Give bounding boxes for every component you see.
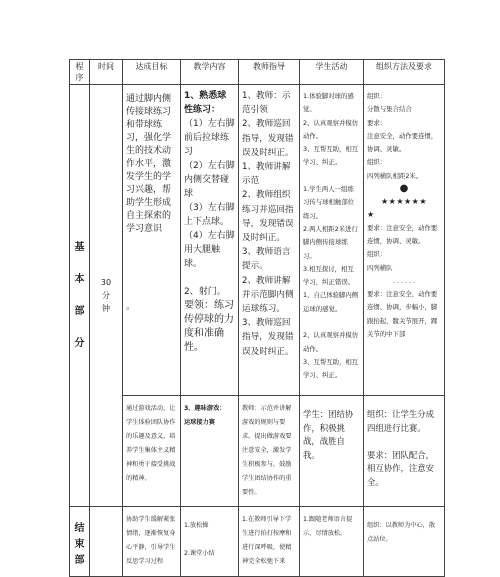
teacher-end: 1.在教师引导下学生进行拍打按摩和进行深呼吸，使精神完全松弛下来 [239, 507, 300, 577]
student-basic: 1.体验脚对球的感觉。 2、认真观察并模仿动作。 3、互帮互助，相互学习、纠正。 1.学生两人一组练习传与球相触部位练习。 2.两人相距2米进行脚内侧传接球练习。 3.相互探讨，相互学习，纠正错误。 1、自己体验脚内侧运球的感觉。 2、认真观察并模仿动作。 3、互帮互助，相互学习、纠正。 [300, 85, 364, 396]
header-cell: 程序 [70, 60, 90, 85]
time-end [90, 507, 123, 577]
content-game: 3、趣味游戏： 运球接力赛 [181, 396, 239, 507]
student-game: 学生：团结协作，积极挑战，战胜自我。 [300, 396, 364, 507]
org-end: 组织：以教师为中心，散点站位。 [364, 507, 445, 577]
goal-basic: 通过脚内侧传接球练习和带球练习，强化学生的技术动作水平，激发学生的学习兴趣，帮助学生形成自主探索的学习意识 。 [123, 85, 181, 396]
student-end: 1.跟随老师语言提示，尽情放松。 [300, 507, 364, 577]
header-cell: 教学内容 [181, 60, 239, 85]
org-basic: 组织： 分散与集合结合 要求： 注意安全，动作要连惯，协调、灵敏。 组织： 四列横队相距2米。 ● ★★★★★★ ★ 要求：注意安全，动作要连惯，协调、灵敏。 组织： 四列横队 . . . . . . 要求：注意安全，动作要连惯、协调，步幅小，脚跟抬起，髋关节展开，踝关节的中下部 [364, 85, 445, 396]
game-row [70, 396, 445, 507]
formation-dots: . . . . . . [392, 276, 416, 285]
goal-end: 协助学生缓解紧张情绪，逐渐恢复身心平静，引导学生反思学习过程 [123, 507, 181, 577]
header-cell: 时间 [90, 60, 123, 85]
section-end: 结 束 部 [70, 507, 90, 577]
content-end: 1.放松操 2.课堂小结 [181, 507, 239, 577]
end-row [70, 507, 445, 577]
formation-stars: ★ [367, 210, 375, 220]
section-basic: 基 本 部 分 [70, 85, 90, 507]
time-basic: 30 分 钟 [90, 85, 123, 507]
header-row [70, 60, 445, 85]
header-cell: 教师指导 [239, 60, 300, 85]
teacher-basic: 1、教师：示范引领 2、教师巡回指导，发现错误及时纠正。 1、教师讲解示范 2、教师组织练习并巡回指导，发现错误及时纠正。 3、教师语言提示。 2、教师讲解并示范脚内侧运球练习。 3、教师巡回指导，发现错误及时纠正。 [239, 85, 300, 396]
basic-row [70, 85, 445, 396]
lesson-plan-table [69, 59, 445, 577]
org-game: 组织：让学生分成四组进行比赛。 要求：团队配合，相互协作，注意安全。 [364, 396, 445, 507]
teacher-position-dot: ● [399, 183, 409, 195]
header-cell: 达成目标 [123, 60, 181, 85]
teacher-game: 教师：示范并讲解游戏的规则与要求。提出做游戏要注意安全，激发学生积极参与，鼓励学生团结协作的重要性。 [239, 396, 300, 507]
header-cell: 学生活动 [300, 60, 364, 85]
goal-game: 通过游戏活动，让学生体验团队协作的乐趣及意义，培养学生集体主义精神和勇于接受挑战的精神。 [123, 396, 181, 507]
formation-stars: ★★★★★★ [380, 197, 428, 207]
header-cell: 组织方法及要求 [364, 60, 445, 85]
content-basic: 1、熟悉球性练习： （1）左右脚前后拉球练习 （2）左右脚内侧交替碰球 （3）左右脚上下点球。 （4）左右脚用大腿触球。 2、射门。 要领：练习传停球的力度和准确性。 [181, 85, 239, 396]
